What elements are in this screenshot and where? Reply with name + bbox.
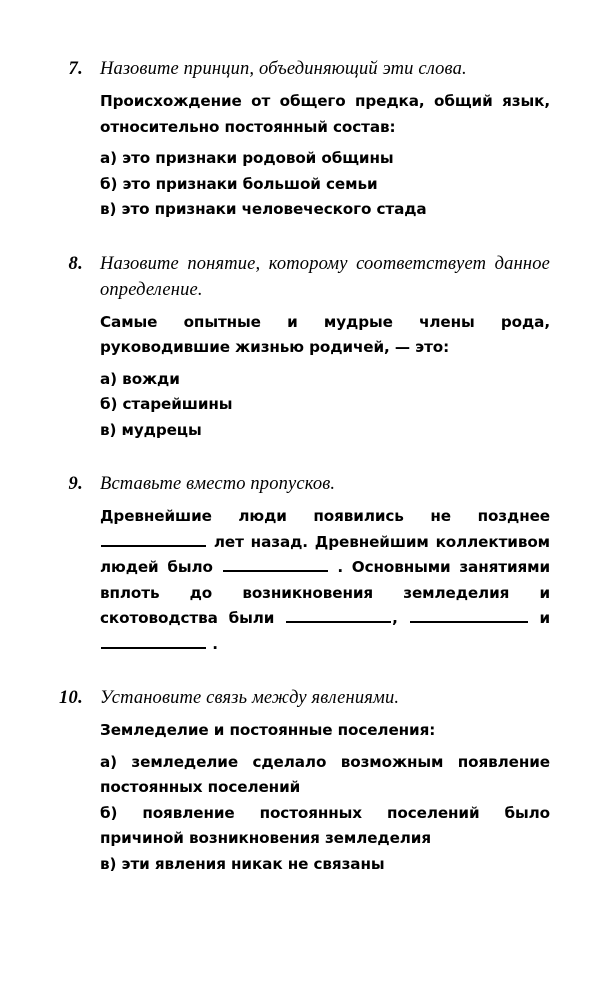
fill-in-blank[interactable]	[101, 634, 206, 648]
fill-text-segment: .	[212, 634, 218, 653]
question-item-9	[0, 471, 615, 657]
option-item[interactable]: а) вожди	[100, 369, 180, 388]
option-item[interactable]: а) это признаки родовой общины	[100, 149, 394, 167]
question-item-10	[0, 685, 615, 877]
fill-text-segment: Древнейшие люди появились не позднее	[100, 507, 550, 525]
question-body-7: Происхождение от общего предка, общий язык, относительно постоянный состав:	[100, 92, 550, 136]
fill-in-blank[interactable]	[410, 609, 528, 623]
fill-text-segment: и	[539, 609, 550, 627]
fill-text-segment: . Основными занятиями вплоть до возникновения земледелия и скотоводства были	[100, 558, 551, 627]
fill-in-blank[interactable]	[286, 609, 391, 623]
question-options-7	[100, 146, 550, 223]
question-heading-7: Назовите принцип, объединяющий эти слова.	[100, 59, 467, 79]
option-item[interactable]: б) появление постоянных поселений было причиной возникновения земледелия	[100, 803, 550, 847]
fill-text-segment: ,	[392, 609, 398, 627]
question-fill-in-body-9	[100, 504, 550, 657]
question-item-7	[0, 56, 615, 223]
question-body-10: Земледелие и постоянные поселения:	[100, 721, 436, 739]
question-options-8	[100, 367, 550, 444]
option-item[interactable]: б) старейшины	[100, 395, 233, 413]
question-heading-8: Назовите понятие, которому соответствует данное определение.	[100, 253, 550, 300]
question-number-9: 9.	[68, 474, 83, 494]
question-number-8: 8.	[68, 253, 83, 274]
option-item[interactable]: а) земледелие сделало возможным появление постоянных поселений	[100, 752, 550, 796]
question-number-10: 10.	[58, 688, 83, 708]
fill-text-segment: лет назад. Древнейшим коллективом людей было	[100, 532, 550, 576]
question-heading-9: Вставьте вместо пропусков.	[100, 474, 336, 494]
question-body-8: Самые опытные и мудрые члены рода, руководившие жизнью родичей, — это:	[100, 312, 550, 356]
question-options-10	[100, 750, 550, 878]
question-heading-10: Установите связь между явлениями.	[100, 688, 400, 708]
question-number-7: 7.	[68, 59, 83, 79]
option-item[interactable]: б) это признаки большой семьи	[100, 174, 378, 193]
question-item-8	[0, 251, 615, 444]
option-item[interactable]: в) это признаки человеческого стада	[100, 200, 427, 218]
fill-in-blank[interactable]	[223, 558, 328, 572]
option-item[interactable]: в) эти явления никак не связаны	[100, 854, 385, 873]
fill-in-blank[interactable]	[101, 532, 206, 546]
option-item[interactable]: в) мудрецы	[100, 420, 202, 439]
